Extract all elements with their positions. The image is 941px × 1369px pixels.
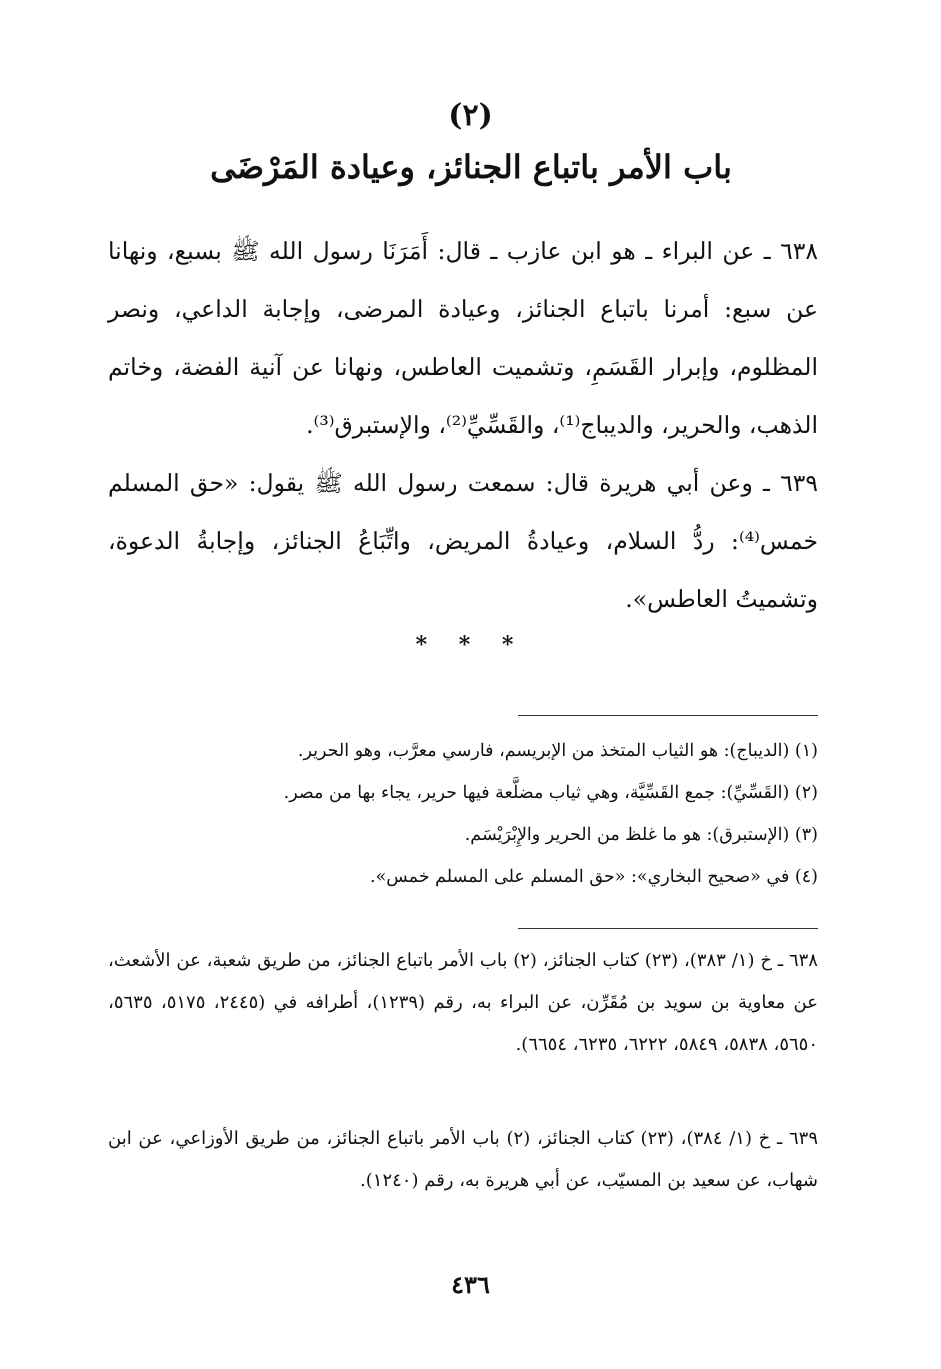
footnote-2: (٢) (القَسِّيِّ): جمع القَسِّيَّة، وهي ثياب مضلَّعة فيها حرير، يجاء بها من مصر.: [283, 783, 818, 803]
chapter-number: (٢): [448, 98, 493, 133]
footnote-1: (١) (الديباج): هو الثياب المتخذ من الإبريسم، فارسي معرَّب، وهو الحرير.: [297, 741, 818, 761]
chapter-title: باب الأمر باتباع الجنائز، وعيادة المَرْضَى: [210, 148, 732, 186]
reference-divider: [518, 928, 818, 929]
footnote-4: (٤) في «صحيح البخاري»: «حق المسلم على المسلم خمس».: [370, 867, 818, 887]
footnote-3: (٣) (الإستبرق): هو ما غلظ من الحرير والإِبْرَيْسَم.: [464, 825, 818, 845]
footnotes-list: [108, 730, 818, 898]
page-number: ٤٣٦: [451, 1270, 490, 1299]
footnote-divider: [518, 715, 818, 716]
hadith-638-text: ٦٣٨ ـ عن البراء ـ هو ابن عازب ـ قال: أَمَرَنَا رسول الله ﷺ بسبع، ونهانا عن سبع: أمرنا باتباع الجنائز، وعيادة المرضى، وإجابة الداعي، ونصر المظلوم، وإبرار القَسَمِ، وتشميت العاطس، ونهانا عن آنية الفضة، وخاتم الذهب، والحرير، والديباج⁽¹⁾، والقَسِّيِّ⁽²⁾، والإستبرق⁽³⁾.: [108, 237, 818, 439]
reference-639: ٦٣٩ ـ خ (١/ ٣٨٤)، (٢٣) كتاب الجنائز، (٢) باب الأمر باتباع الجنائز، من طريق الأوزاعي، عن ابن شهاب، عن سعيد بن المسيّب، عن أبي هريرة به، رقم (١٢٤٠).: [108, 1128, 818, 1191]
hadith-639-text: ٦٣٩ ـ وعن أبي هريرة قال: سمعت رسول الله ﷺ يقول: «حق المسلم خمس⁽⁴⁾: ردُّ السلام، وعيادةُ المريض، واتِّبَاعُ الجنائز، وإجابةُ الدعوة، وتشميتُ العاطس».: [108, 469, 818, 613]
reference-638: ٦٣٨ ـ خ (١/ ٣٨٣)، (٢٣) كتاب الجنائز، (٢) باب الأمر باتباع الجنائز، من طريق شعبة، عن الأشعث، عن معاوية بن سويد بن مُقَرِّن، عن البراء به، رقم (١٢٣٩)، أطرافه في (٢٤٤٥، ٥١٧٥، ٥٦٣٥، ٥٦٥٠، ٥٨٣٨، ٥٨٤٩، ٦٢٢٢، ٦٢٣٥، ٦٦٥٤).: [108, 950, 818, 1055]
section-separator: * * *: [415, 632, 526, 658]
